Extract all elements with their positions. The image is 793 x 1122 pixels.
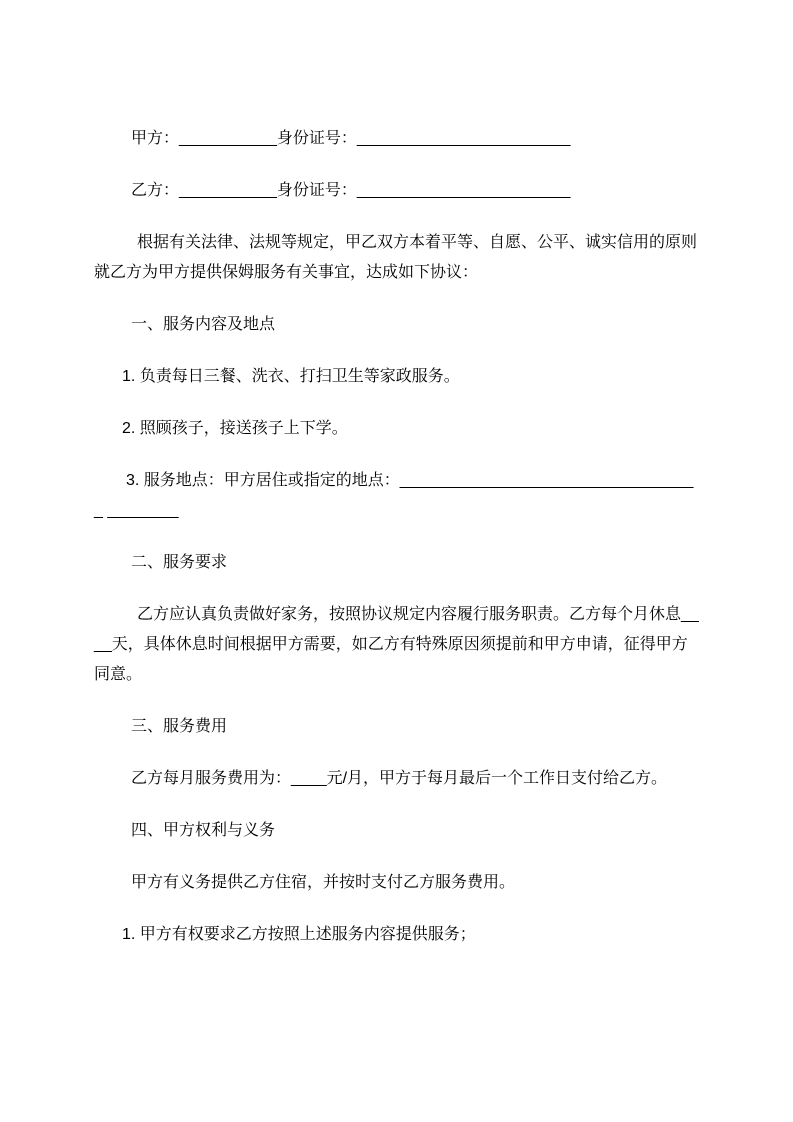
service-item-3: 3. 服务地点：甲方居住或指定的地点：__________________________________ ________: [94, 472, 694, 519]
preamble-paragraph: 根据有关法律、法规等规定，甲乙双方本着平等、自愿、公平、诚实信用的原则就乙方为甲方提供保姆服务有关事宜，达成如下协议：: [94, 234, 698, 281]
section-3-heading: 三、服务费用: [131, 718, 228, 735]
service-item-2: 2. 照顾孩子，接送孩子上下学。: [122, 420, 348, 437]
party-b-line: 乙方：___________身份证号：________________________: [131, 182, 571, 199]
party-a-line: 甲方：___________身份证号：________________________: [131, 130, 571, 147]
section-3-paragraph: 乙方每月服务费用为：____元/月，甲方于每月最后一个工作日支付给乙方。: [131, 770, 668, 787]
section-2-paragraph: 乙方应认真负责做好家务，按照协议规定内容履行服务职责。乙方每个月休息____天，具体休息时间根据甲方需要，如乙方有特殊原因须提前和甲方申请，征得甲方同意。: [94, 606, 699, 683]
section-4-heading: 四、甲方权利与义务: [131, 822, 276, 839]
section-4-paragraph: 甲方有义务提供乙方住宿，并按时支付乙方服务费用。: [131, 874, 516, 891]
section-4-item-1: 1. 甲方有权要求乙方按照上述服务内容提供服务；: [122, 926, 476, 943]
section-2-heading: 二、服务要求: [131, 554, 228, 571]
service-item-1: 1. 负责每日三餐、洗衣、打扫卫生等家政服务。: [122, 368, 460, 385]
section-1-heading: 一、服务内容及地点: [131, 316, 276, 333]
